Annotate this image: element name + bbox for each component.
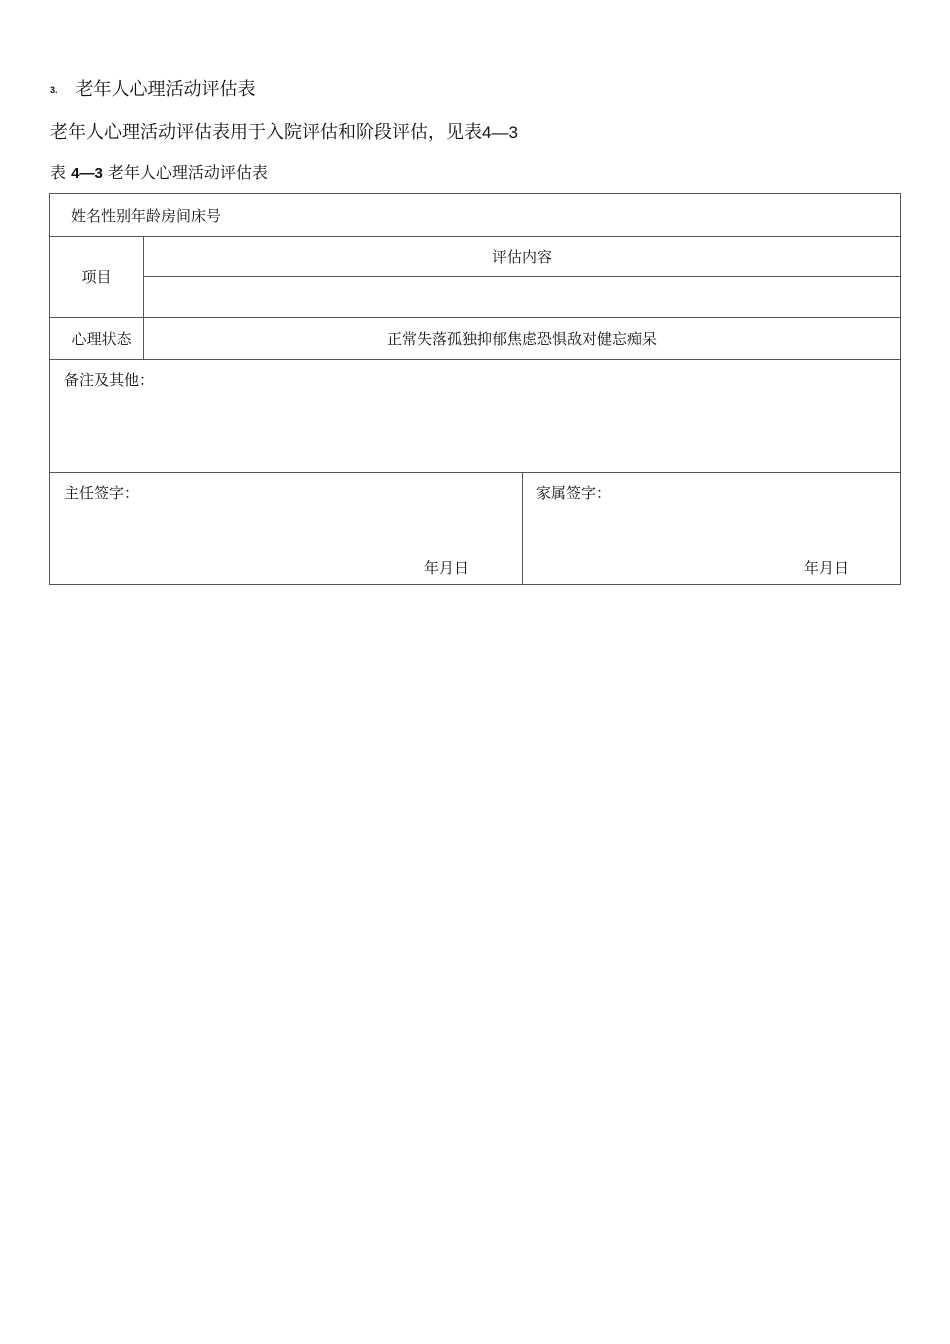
family-signature-label: 家属签字： [536, 484, 612, 502]
intro-table-ref: 4—3 [482, 123, 518, 142]
row-divider [50, 472, 900, 473]
family-signature-date: 年月日 [804, 559, 850, 577]
content-header: 评估内容 [491, 248, 552, 266]
remarks-label: 备注及其他： [64, 371, 155, 389]
item-header: 项目 [81, 268, 112, 286]
caption-table-ref: 4—3 [71, 165, 103, 182]
row-divider [50, 317, 900, 318]
column-divider [522, 472, 523, 584]
table-caption [50, 162, 268, 185]
row-divider [50, 236, 900, 237]
section-number: 3. [50, 85, 58, 95]
caption-prefix: 表 [50, 163, 67, 182]
section-heading [50, 78, 256, 102]
assessment-table [49, 193, 901, 585]
director-signature-date: 年月日 [424, 559, 470, 577]
section-title: 老年人心理活动评估表 [75, 79, 256, 100]
caption-title: 老年人心理活动评估表 [107, 163, 268, 182]
info-row-text: 姓名性别年龄房间床号 [71, 207, 222, 225]
intro-text: 老年人心理活动评估表用于入院评估和阶段评估，见表 [50, 122, 482, 143]
intro-paragraph [50, 121, 518, 145]
psych-state-label: 心理状态 [71, 330, 132, 348]
psych-state-options: 正常失落孤独抑郁焦虑恐惧敌对健忘痴呆 [386, 330, 657, 348]
row-divider [50, 359, 900, 360]
director-signature-label: 主任签字： [64, 484, 140, 502]
row-divider [143, 276, 900, 277]
